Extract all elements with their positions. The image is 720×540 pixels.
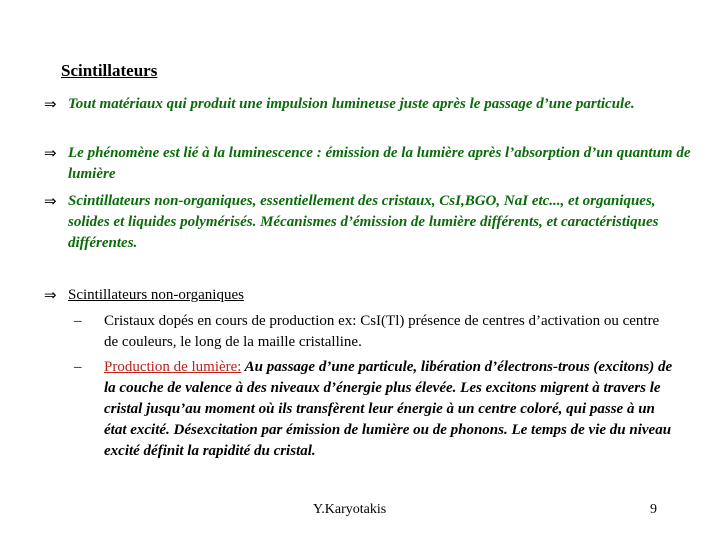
production-description: Au passage d’une particule, libération d’électrons-trous (excitons) de la couche de valence à des niveaux d’énergie plus élevée. Les excitons migrent à travers le cristal jusqu’au moment où ils transfèrent leur énergie à un centre coloré, qui passe à un état excité. Désexcitation par émission de lumière ou de phonons. Le temps de vie du niveau excité définit la rapidité du cristal.: [104, 359, 673, 459]
bullet-item-1: [44, 94, 694, 115]
bullet-text: Scintillateurs non-organiques, essentiellement des cristaux, CsI,BGO, NaI etc..., et organiques, solides et liquides polymérisés. Mécanismes d’émission de lumière différents, et caractéristiques différentes.: [68, 193, 659, 251]
sub-bullet-2: [74, 357, 674, 462]
page-number: 9: [650, 502, 657, 517]
double-arrow-icon: ⇒: [44, 286, 57, 304]
bullet-item-2: [44, 143, 694, 185]
double-arrow-icon: ⇒: [44, 144, 57, 162]
section-heading-text: Scintillateurs non-organiques: [68, 287, 244, 303]
bullet-text: Le phénomène est lié à la luminescence : émission de la lumière après l’absorption d’un quantum de lumière: [68, 145, 691, 182]
dash-marker: –: [74, 359, 82, 375]
dash-marker: –: [74, 313, 82, 329]
section-heading: [44, 285, 694, 306]
sub-bullet-text: [104, 357, 674, 462]
footer-author: Y.Karyotakis: [313, 502, 387, 517]
slide-title: Scintillateurs: [61, 61, 158, 80]
sub-bullet-1: [74, 311, 674, 353]
bullet-text: Tout matériaux qui produit une impulsion lumineuse juste après le passage d’une particule.: [68, 96, 635, 112]
sub-bullet-text: Cristaux dopés en cours de production ex: CsI(Tl) présence de centres d’activation ou centre de couleurs, le long de la maille cristalline.: [104, 313, 660, 350]
double-arrow-icon: ⇒: [44, 192, 57, 210]
double-arrow-icon: ⇒: [44, 95, 57, 113]
production-label: Production de lumière:: [104, 359, 242, 375]
bullet-item-3: [44, 191, 694, 254]
